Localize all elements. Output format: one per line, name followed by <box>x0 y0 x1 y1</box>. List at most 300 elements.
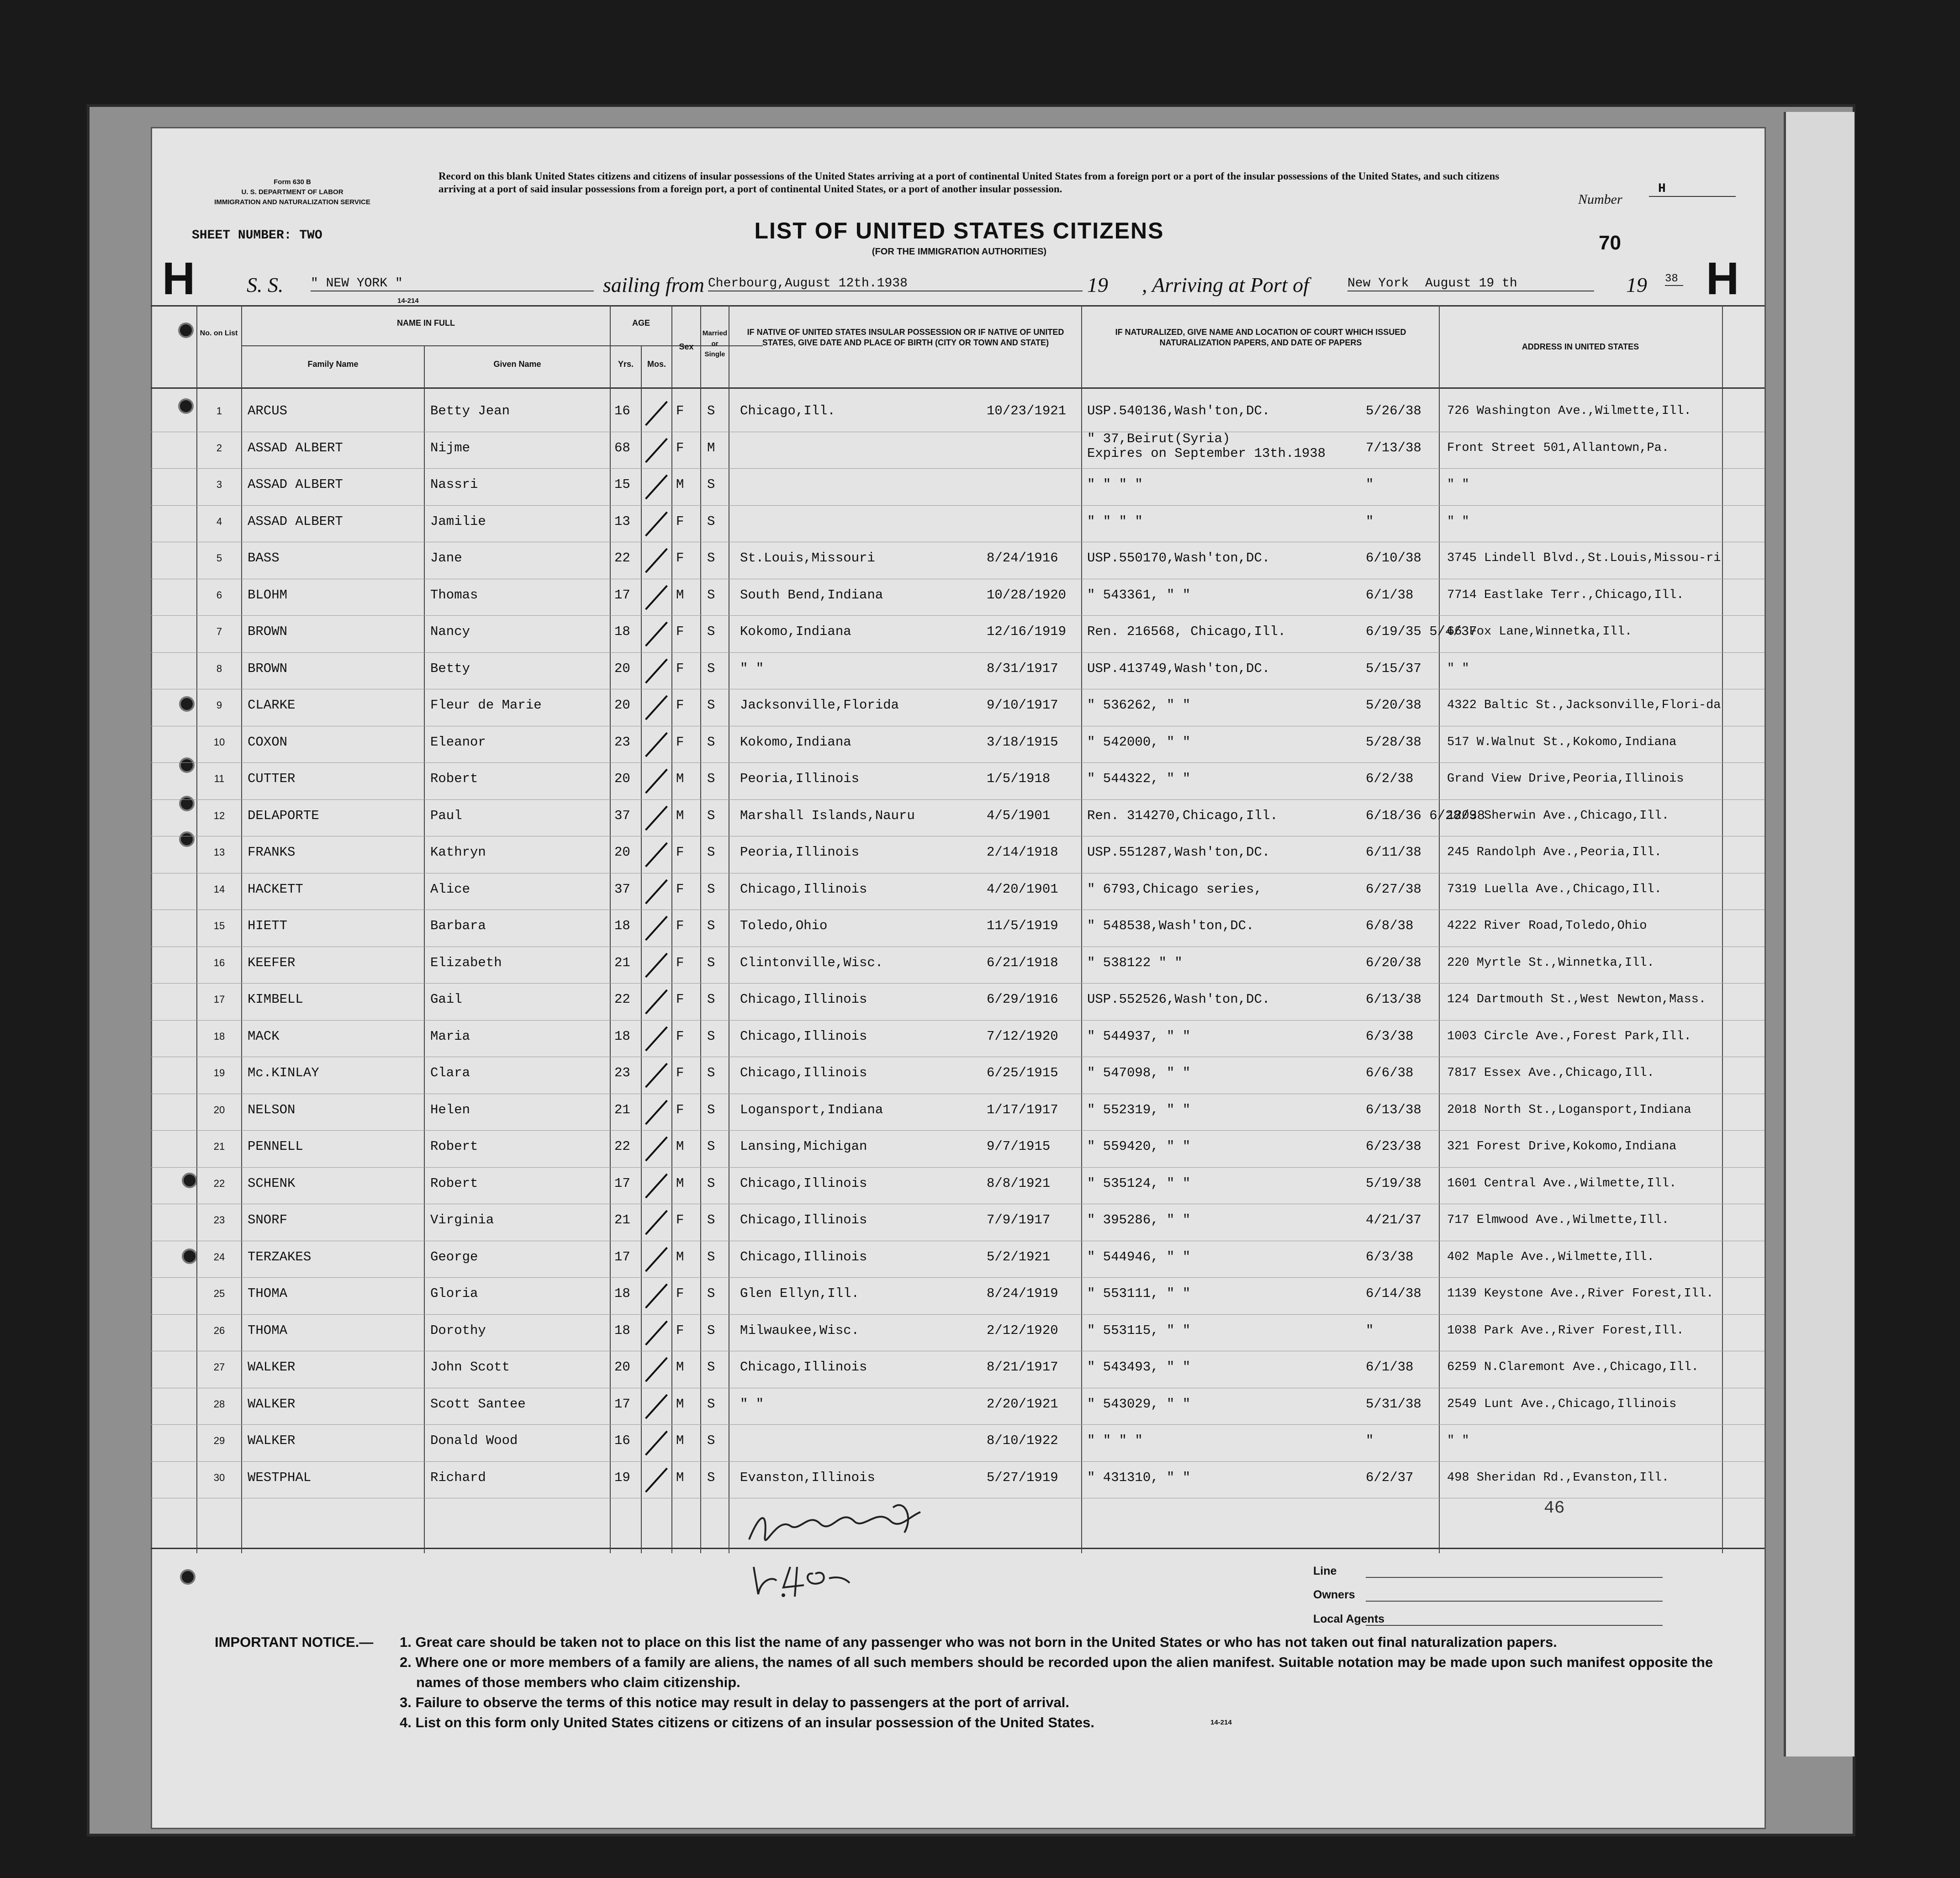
notice-item: 4. List on this form only United States citizens or citizens of an insular possession of the United States. <box>400 1714 1094 1730</box>
row-divider <box>151 1424 1765 1425</box>
family-name: CLARKE <box>248 698 296 713</box>
naturalization-court: " 535124, " " <box>1087 1175 1191 1191</box>
age-years: 18 <box>614 1028 630 1044</box>
birth-place: Logansport,Indiana <box>740 1102 883 1117</box>
row-number: 26 <box>213 1324 225 1336</box>
row-divider <box>151 505 1765 506</box>
birth-date: 11/5/1919 <box>987 918 1058 933</box>
birth-date: 4/20/1901 <box>987 881 1058 897</box>
owners-field <box>1366 1601 1663 1602</box>
birth-date: 8/21/1917 <box>987 1360 1058 1375</box>
birth-date: 5/2/1921 <box>987 1249 1051 1264</box>
family-name: BROWN <box>248 624 288 639</box>
row-number: 8 <box>216 662 222 674</box>
birth-date: 9/10/1917 <box>987 698 1058 713</box>
given-name: Virginia <box>430 1212 494 1227</box>
sex: F <box>676 881 684 897</box>
papers-date: 5/19/38 <box>1366 1175 1421 1191</box>
family-name: KIMBELL <box>248 992 303 1007</box>
col-address: ADDRESS IN UNITED STATES <box>1522 342 1639 351</box>
us-address: 124 Dartmouth St.,West Newton,Mass. <box>1447 993 1706 1006</box>
naturalization-court: Ren. 216568, Chicago,Ill. <box>1087 624 1286 639</box>
check-mark <box>645 769 668 794</box>
papers-date: 6/2/38 <box>1366 771 1414 786</box>
row-number: 20 <box>213 1104 225 1116</box>
marital-status: S <box>707 403 715 418</box>
papers-date: 6/1/38 <box>1366 587 1414 603</box>
marital-status: S <box>707 550 715 566</box>
age-years: 20 <box>614 661 630 676</box>
us-address: " " <box>1447 478 1469 492</box>
papers-date: 5/20/38 <box>1366 698 1421 713</box>
papers-date: 6/14/38 <box>1366 1286 1421 1301</box>
family-name: THOMA <box>248 1286 288 1301</box>
check-mark <box>645 695 668 720</box>
naturalization-court: " 544322, " " <box>1087 771 1191 786</box>
papers-date: " <box>1366 1433 1374 1448</box>
col-naturalized: IF NATURALIZED, GIVE NAME AND LOCATION OF COURT WHICH ISSUED NATURALIZATION PAPERS, AND DATE OF PAPERS <box>1115 328 1406 347</box>
naturalization-court: " 553115, " " <box>1087 1323 1191 1338</box>
check-mark <box>645 658 668 683</box>
age-years: 68 <box>614 440 630 455</box>
papers-date: 5/28/38 <box>1366 734 1421 750</box>
papers-date: 5/31/38 <box>1366 1396 1421 1412</box>
family-name: FRANKS <box>248 845 296 860</box>
given-name: Eleanor <box>430 734 486 750</box>
col-family-name: Family Name <box>307 360 359 369</box>
birth-date: 3/18/1915 <box>987 734 1058 750</box>
age-years: 21 <box>614 1102 630 1117</box>
row-divider <box>151 1020 1765 1021</box>
given-name: George <box>430 1249 478 1264</box>
age-years: 18 <box>614 624 630 639</box>
us-address: 321 Forest Drive,Kokomo,Indiana <box>1447 1140 1677 1153</box>
birth-date: 2/20/1921 <box>987 1396 1058 1412</box>
us-address: " " <box>1447 514 1469 529</box>
age-years: 18 <box>614 1323 630 1338</box>
row-number: 13 <box>213 846 225 858</box>
marital-status: S <box>707 624 715 639</box>
sex: F <box>676 845 684 860</box>
check-mark <box>645 475 668 500</box>
naturalization-court: " " " " <box>1087 477 1143 492</box>
col-mos: Mos. <box>647 360 666 369</box>
given-name: Helen <box>430 1102 470 1117</box>
birth-place: Chicago,Illinois <box>740 1028 867 1044</box>
marital-status: S <box>707 1139 715 1154</box>
papers-date: 6/3/38 <box>1366 1249 1414 1264</box>
naturalization-court: " 543493, " " <box>1087 1360 1191 1375</box>
check-mark <box>645 842 668 868</box>
col-birth: IF NATIVE OF UNITED STATES INSULAR POSSESSION OR IF NATIVE OF UNITED STATES, GIVE DATE AND PLACE OF BIRTH (CITY OR TOWN AND STATE) <box>747 328 1064 347</box>
age-years: 19 <box>614 1470 630 1485</box>
sex: F <box>676 734 684 750</box>
row-divider <box>151 1167 1765 1168</box>
sex: M <box>676 1249 684 1264</box>
papers-date: 6/10/38 <box>1366 550 1421 566</box>
us-address: 7319 Luella Ave.,Chicago,Ill. <box>1447 882 1662 896</box>
check-mark <box>645 1100 668 1125</box>
marital-status: S <box>707 808 715 823</box>
sex: F <box>676 698 684 713</box>
papers-date: 5/15/37 <box>1366 661 1421 676</box>
row-number: 11 <box>214 773 225 784</box>
naturalization-court: " 547098, " " <box>1087 1065 1191 1080</box>
naturalization-court: " 552319, " " <box>1087 1102 1191 1117</box>
row-number: 23 <box>213 1214 225 1226</box>
marital-status: S <box>707 1286 715 1301</box>
naturalization-court: " 538122 " " <box>1087 955 1183 970</box>
birth-date: 6/21/1918 <box>987 955 1058 970</box>
age-years: 20 <box>614 698 630 713</box>
birth-place: Marshall Islands,Nauru <box>740 808 915 823</box>
check-mark <box>645 1063 668 1088</box>
age-years: 17 <box>614 1396 630 1412</box>
number-value: H <box>1649 182 1736 197</box>
ss-label: S. S. <box>247 273 284 296</box>
family-name: HACKETT <box>248 881 303 897</box>
birth-place: Lansing,Michigan <box>740 1139 867 1154</box>
given-name: Jamilie <box>430 513 486 529</box>
form-identifier <box>201 177 384 207</box>
naturalization-court: " " " " <box>1087 513 1143 529</box>
papers-date: 6/8/38 <box>1366 918 1414 933</box>
given-name: John Scott <box>430 1360 510 1375</box>
check-mark <box>645 805 668 831</box>
age-years: 18 <box>614 918 630 933</box>
row-number: 5 <box>216 552 222 564</box>
papers-date: 4/21/37 <box>1366 1212 1421 1227</box>
marital-status: S <box>707 1396 715 1412</box>
family-name: WALKER <box>248 1396 296 1412</box>
family-name: Mc.KINLAY <box>248 1065 319 1080</box>
manifest-number: 70 <box>1599 232 1621 254</box>
birth-date: 1/5/1918 <box>987 771 1051 786</box>
check-mark <box>645 548 668 573</box>
row-number: 30 <box>213 1471 225 1483</box>
birth-date: 5/27/1919 <box>987 1470 1058 1485</box>
papers-date: 6/6/38 <box>1366 1065 1414 1080</box>
given-name: Robert <box>430 771 478 786</box>
sex: F <box>676 661 684 676</box>
age-years: 13 <box>614 513 630 529</box>
col-sex: Sex <box>679 342 694 351</box>
family-name: BROWN <box>248 661 288 676</box>
row-number: 15 <box>213 920 225 931</box>
row-divider <box>151 1130 1765 1131</box>
naturalization-court: USP.550170,Wash'ton,DC. <box>1087 550 1270 566</box>
naturalization-court: " 559420, " " <box>1087 1139 1191 1154</box>
col-yrs: Yrs. <box>618 360 634 369</box>
given-name: Nijme <box>430 440 470 455</box>
naturalization-court: USP.540136,Wash'ton,DC. <box>1087 403 1270 418</box>
sex: M <box>676 1139 684 1154</box>
naturalization-court: " 536262, " " <box>1087 698 1191 713</box>
check-mark <box>645 732 668 757</box>
voyage-line <box>247 273 1740 298</box>
birth-place: Chicago,Illinois <box>740 992 867 1007</box>
naturalization-court: " 431310, " " <box>1087 1470 1191 1485</box>
us-address: 498 Sheridan Rd.,Evanston,Ill. <box>1447 1471 1669 1485</box>
birth-place: Milwaukee,Wisc. <box>740 1323 860 1338</box>
row-number: 18 <box>213 1030 225 1042</box>
row-number: 9 <box>216 699 222 711</box>
age-years: 22 <box>614 550 630 566</box>
birth-date: 2/14/1918 <box>987 845 1058 860</box>
birth-place: Chicago,Illinois <box>740 1249 867 1264</box>
arrival-date: August 19 th <box>1425 276 1594 291</box>
family-name: THOMA <box>248 1323 288 1338</box>
owners-label: Owners <box>1313 1588 1355 1601</box>
given-name: Fleur de Marie <box>430 698 542 713</box>
row-number: 28 <box>213 1398 225 1410</box>
row-divider <box>151 762 1765 763</box>
sex: F <box>676 918 684 933</box>
sailing-from: Cherbourg,August 12th.1938 <box>708 276 1083 291</box>
us-address: 4222 River Road,Toledo,Ohio <box>1447 919 1647 933</box>
row-divider <box>151 1461 1765 1462</box>
row-number: 29 <box>213 1435 225 1446</box>
birth-place: " " <box>740 661 764 676</box>
age-years: 16 <box>614 403 630 418</box>
us-address: 1003 Circle Ave.,Forest Park,Ill. <box>1447 1029 1691 1043</box>
given-name: Scott Santee <box>430 1396 526 1412</box>
birth-place: Kokomo,Indiana <box>740 624 851 639</box>
marital-status: S <box>707 845 715 860</box>
birth-date: 8/24/1916 <box>987 550 1058 566</box>
year-label: 19 <box>1626 273 1647 296</box>
manifest-table <box>151 305 1765 1553</box>
given-name: Nassri <box>430 477 478 492</box>
family-name: CUTTER <box>248 771 296 786</box>
row-divider <box>151 468 1765 469</box>
age-years: 16 <box>614 1433 630 1448</box>
col-given-name: Given Name <box>493 360 541 369</box>
naturalization-court: " 548538,Wash'ton,DC. <box>1087 918 1254 933</box>
sex: F <box>676 1028 684 1044</box>
marital-status: S <box>707 1470 715 1485</box>
us-address: 4322 Baltic St.,Jacksonville,Flori-da <box>1447 698 1721 712</box>
age-years: 15 <box>614 477 630 492</box>
birth-place: Clintonville,Wisc. <box>740 955 883 970</box>
check-mark <box>645 1284 668 1309</box>
family-name: KEEFER <box>248 955 296 970</box>
naturalization-court: Ren. 314270,Chicago,Ill. <box>1087 808 1278 823</box>
row-divider <box>151 1277 1765 1278</box>
form-code: 14-214 <box>397 297 419 305</box>
naturalization-court: " 553111, " " <box>1087 1286 1191 1301</box>
us-address: 1038 Park Ave.,River Forest,Ill. <box>1447 1323 1684 1338</box>
marital-status: S <box>707 992 715 1007</box>
sex: M <box>676 1360 684 1375</box>
family-name: SNORF <box>248 1212 288 1227</box>
notice-item: 1. Great care should be taken not to place on this list the name of any passenger who was not born in the United States or who has not taken out final naturalization papers. <box>400 1634 1557 1650</box>
us-address: 7817 Essex Ave.,Chicago,Ill. <box>1447 1066 1654 1080</box>
naturalization-note: Expires on September 13th.1938 <box>1087 445 1326 461</box>
binder-hole <box>180 1569 195 1585</box>
sex: M <box>676 808 684 823</box>
sex: F <box>676 513 684 529</box>
page-subtitle: (FOR THE IMMIGRATION AUTHORITIES) <box>872 247 1047 257</box>
birth-place: Chicago,Illinois <box>740 881 867 897</box>
given-name: Alice <box>430 881 470 897</box>
us-address: 2549 Lunt Ave.,Chicago,Illinois <box>1447 1397 1677 1411</box>
papers-date: 6/20/38 <box>1366 955 1421 970</box>
age-years: 17 <box>614 1249 630 1264</box>
given-name: Gail <box>430 992 462 1007</box>
check-mark <box>645 438 668 463</box>
age-years: 20 <box>614 1360 630 1375</box>
birth-place: Chicago,Illinois <box>740 1065 867 1080</box>
handwritten-signature <box>740 1489 941 1599</box>
birth-date: 10/23/1921 <box>987 403 1067 418</box>
papers-date: 6/27/38 <box>1366 881 1421 897</box>
check-mark <box>645 1357 668 1382</box>
sex: F <box>676 1065 684 1080</box>
papers-date: 6/19/35 5/4/37 <box>1366 624 1477 639</box>
form-number: Form 630 B <box>274 178 311 186</box>
given-name: Barbara <box>430 918 486 933</box>
given-name: Donald Wood <box>430 1433 518 1448</box>
marital-status: S <box>707 587 715 603</box>
age-years: 23 <box>614 1065 630 1080</box>
arriving-label: , Arriving at Port of <box>1142 273 1309 296</box>
papers-date: " <box>1366 477 1374 492</box>
row-number: 27 <box>213 1361 225 1373</box>
age-years: 20 <box>614 845 630 860</box>
arrival-port: New York <box>1347 276 1425 291</box>
marital-status: S <box>707 771 715 786</box>
marital-status: S <box>707 477 715 492</box>
notice-lead: IMPORTANT NOTICE.— <box>215 1634 374 1650</box>
marital-status: S <box>707 661 715 676</box>
birth-date: 1/17/1917 <box>987 1102 1058 1117</box>
us-address: 6259 N.Claremont Ave.,Chicago,Ill. <box>1447 1360 1699 1374</box>
naturalization-court: " 544946, " " <box>1087 1249 1191 1264</box>
marital-status: S <box>707 1360 715 1375</box>
row-number: 24 <box>213 1251 225 1263</box>
papers-date: 6/1/38 <box>1366 1360 1414 1375</box>
row-divider <box>151 1314 1765 1315</box>
sex: F <box>676 1212 684 1227</box>
sex: M <box>676 771 684 786</box>
year-label: 19 <box>1087 273 1108 296</box>
row-number: 10 <box>213 736 225 748</box>
family-name: COXON <box>248 734 288 750</box>
naturalization-court: " 543029, " " <box>1087 1396 1191 1412</box>
us-address: 2018 North St.,Logansport,Indiana <box>1447 1103 1691 1117</box>
family-name: BASS <box>248 550 280 566</box>
department-name: U. S. DEPARTMENT OF LABOR <box>241 188 343 196</box>
check-mark <box>645 1247 668 1272</box>
family-name: WALKER <box>248 1360 296 1375</box>
papers-date: 7/13/38 <box>1366 440 1421 455</box>
family-name: BLOHM <box>248 587 288 603</box>
age-years: 18 <box>614 1286 630 1301</box>
sex: F <box>676 1323 684 1338</box>
naturalization-court: " 37,Beirut(Syria) <box>1087 431 1231 446</box>
row-divider <box>151 615 1765 616</box>
family-name: WALKER <box>248 1433 296 1448</box>
family-name: ARCUS <box>248 403 288 418</box>
papers-date: 6/18/36 6/28/38 <box>1366 808 1485 823</box>
sex: F <box>676 440 684 455</box>
sex: F <box>676 550 684 566</box>
birth-place: Kokomo,Indiana <box>740 734 851 750</box>
row-number: 6 <box>216 589 222 601</box>
sex: M <box>676 1433 684 1448</box>
papers-date: 6/23/38 <box>1366 1139 1421 1154</box>
given-name: Jane <box>430 550 462 566</box>
page-title: LIST OF UNITED STATES CITIZENS <box>754 218 1164 243</box>
marital-status: S <box>707 1028 715 1044</box>
check-mark <box>645 1210 668 1235</box>
age-years: 37 <box>614 808 630 823</box>
marital-status: S <box>707 734 715 750</box>
family-name: DELAPORTE <box>248 808 319 823</box>
marital-status: S <box>707 1433 715 1448</box>
sailing-label: sailing from <box>603 273 704 296</box>
marital-status: S <box>707 1175 715 1191</box>
row-divider <box>151 799 1765 800</box>
page-stamp: 46 <box>1544 1498 1565 1518</box>
us-address: 717 Elmwood Ave.,Wilmette,Ill. <box>1447 1213 1669 1227</box>
us-address: 1209 Sherwin Ave.,Chicago,Ill. <box>1447 809 1669 823</box>
given-name: Maria <box>430 1028 470 1044</box>
birth-place: South Bend,Indiana <box>740 587 883 603</box>
given-name: Thomas <box>430 587 478 603</box>
row-number: 3 <box>216 479 222 490</box>
naturalization-court: " 544937, " " <box>1087 1028 1191 1044</box>
col-name-in-full: NAME IN FULL <box>397 318 455 328</box>
check-mark <box>645 401 668 426</box>
row-number: 4 <box>216 515 222 527</box>
given-name: Betty Jean <box>430 403 510 418</box>
us-address: " " <box>1447 661 1469 676</box>
papers-date: 6/2/37 <box>1366 1470 1414 1485</box>
birth-place: Chicago,Illinois <box>740 1360 867 1375</box>
marital-status: S <box>707 1212 715 1227</box>
us-address: 3745 Lindell Blvd.,St.Louis,Missou-ri <box>1447 551 1721 565</box>
age-years: 21 <box>614 1212 630 1227</box>
row-number: 14 <box>213 883 225 895</box>
us-address: 402 Maple Ave.,Wilmette,Ill. <box>1447 1250 1654 1264</box>
check-mark <box>645 952 668 978</box>
sex: F <box>676 1102 684 1117</box>
check-mark <box>645 1026 668 1051</box>
us-address: Front Street 501,Allantown,Pa. <box>1447 441 1669 455</box>
age-years: 23 <box>614 734 630 750</box>
naturalization-court: " " " " <box>1087 1433 1143 1448</box>
given-name: Paul <box>430 808 462 823</box>
header-notice: Record on this blank United States citizens and citizens of insular possessions of the United States arriving at a port of continental United States from a foreign port or a port of the insular possessions of the United States, and such citizens arriving at a port of said insular possessions from a foreign port, a port of continental United States, or a port of another insular possession. <box>438 170 1500 195</box>
given-name: Nancy <box>430 624 470 639</box>
family-name: WESTPHAL <box>248 1470 312 1485</box>
row-number: 17 <box>213 994 225 1005</box>
birth-date: 6/25/1915 <box>987 1065 1058 1080</box>
birth-date: 8/31/1917 <box>987 661 1058 676</box>
age-years: 20 <box>614 771 630 786</box>
check-mark <box>645 989 668 1015</box>
line-label: Line <box>1313 1565 1337 1577</box>
papers-date: 6/3/38 <box>1366 1028 1414 1044</box>
row-number: 16 <box>213 957 225 968</box>
birth-place: Jacksonville,Florida <box>740 698 899 713</box>
row-number: 2 <box>216 442 222 454</box>
notice-item: 2. Where one or more members of a family are aliens, the names of all such members should be recorded upon the alien manifest. Suitable notation may be made upon such manifest opposite the names of those members who claim citizenship. <box>400 1654 1713 1690</box>
birth-date: 12/16/1919 <box>987 624 1067 639</box>
naturalization-court: " 542000, " " <box>1087 734 1191 750</box>
